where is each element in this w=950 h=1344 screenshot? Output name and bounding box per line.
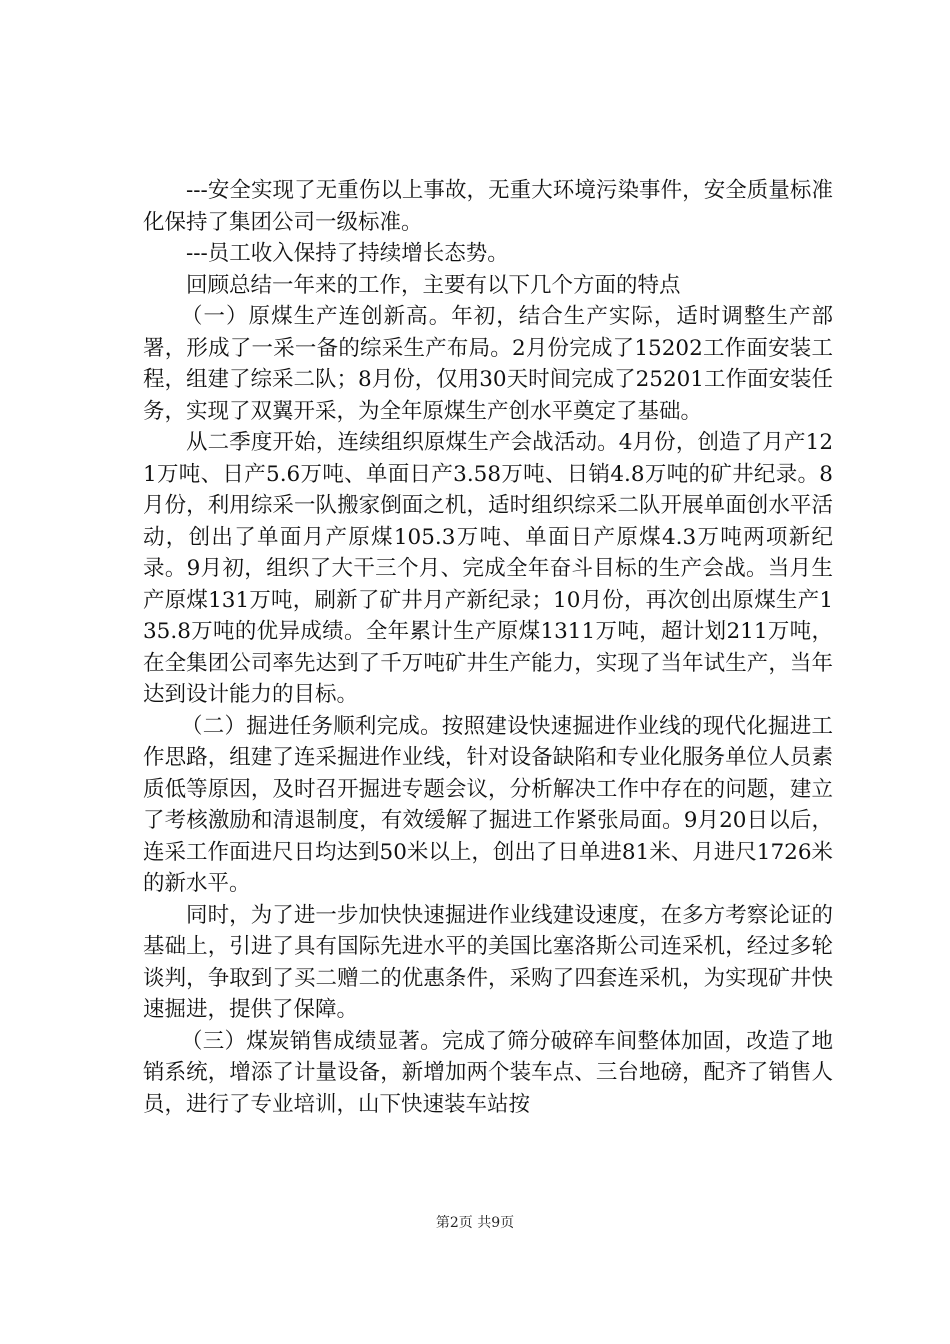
paragraph-review: 回顾总结一年来的工作，主要有以下几个方面的特点 [186, 272, 681, 298]
paragraph-income: ---员工收入保持了持续增长态势。 [186, 241, 509, 266]
paragraph-coal-production: （一）原煤生产连创新高。年初，结合生产实际，适时调整生产部署，形成了一采一备的综采生产布局。2月份完成了15202工作面安装工程，组建了综采二队；8月份，仅用30天时间完成了25201工作面安装任务，实现了双翼开采，为全年原煤生产创水平奠定了基础。 [143, 304, 833, 424]
paragraph-safety: ---安全实现了无重伤以上事故，无重大环境污染事件，安全质量标准化保持了集团公司一级标准。 [143, 178, 833, 235]
document-body [143, 175, 833, 1120]
paragraph-equipment: 同时，为了进一步加快快速掘进作业线建设速度，在多方考察论证的基础上，引进了具有国际先进水平的美国比塞洛斯公司连采机，经过多轮谈判，争取到了买二赠二的优惠条件，采购了四套连采机，为实现矿井快速掘进，提供了保障。 [143, 902, 833, 1022]
page-footer [0, 1213, 950, 1233]
paragraph-coal-sales: （三）煤炭销售成绩显著。完成了筛分破碎车间整体加固，改造了地销系统，增添了计量设备，新增加两个装车点、三台地磅，配齐了销售人员，进行了专业培训，山下快速装车站按 [143, 1028, 833, 1117]
paragraph-production-campaign: 从二季度开始，连续组织原煤生产会战活动。4月份，创造了月产121万吨、日产5.6万吨、单面日产3.58万吨、日销4.8万吨的矿井纪录。8月份，利用综采一队搬家倒面之机，适时组织综采二队开展单面创水平活动，创出了单面月产原煤105.3万吨、单面日产原煤4.3万吨两项新纪录。9月初，组织了大干三个月、完成全年奋斗目标的生产会战。当月生产原煤131万吨，刷新了矿井月产新纪录；10月份，再次创出原煤生产135.8万吨的优异成绩。全年累计生产原煤1311万吨，超计划211万吨，在全集团公司率先达到了千万吨矿井生产能力，实现了当年试生产，当年达到设计能力的目标。 [143, 430, 833, 707]
paragraph-tunneling: （二）掘进任务顺利完成。按照建设快速掘进作业线的现代化掘进工作思路，组建了连采掘进作业线，针对设备缺陷和专业化服务单位人员素质低等原因，及时召开掘进专题会议，分析解决工作中存在的问题，建立了考核激励和清退制度，有效缓解了掘进工作紧张局面。9月20日以后，连采工作面进尺日均达到50米以上，创出了日单进81米、月进尺1726米的新水平。 [143, 713, 833, 896]
page-number-label: 第2页 共9页 [435, 1215, 515, 1231]
